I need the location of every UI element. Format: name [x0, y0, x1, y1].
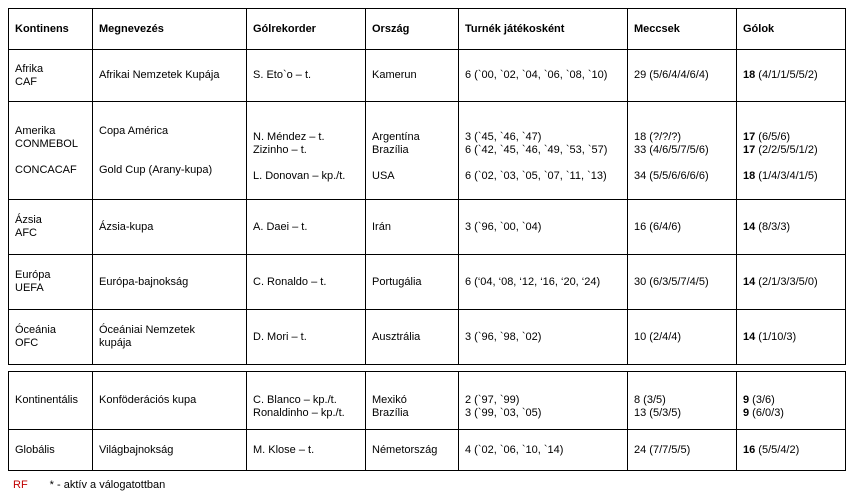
- matches-value: 33 (4/6/5/7/5/6): [634, 144, 709, 156]
- scorer-name: Ronaldinho – kp./t.: [253, 407, 345, 419]
- goals-total: 17: [743, 144, 756, 156]
- tours-cell: [459, 372, 628, 430]
- scorer-cell: A. Daei – t.: [247, 200, 366, 255]
- country-cell: [366, 102, 459, 200]
- goals-total: 18: [743, 69, 756, 81]
- matches-cell: 16 (6/4/6): [628, 200, 737, 255]
- goals-total: 17: [743, 131, 756, 143]
- goals-total: 14: [743, 275, 756, 288]
- col-orszag: Ország: [366, 9, 459, 50]
- tours-cell: 3 (`96, `00, `04): [459, 200, 628, 255]
- col-turnek: Turnék játékosként: [459, 9, 628, 50]
- confederation-name: OFC: [15, 337, 39, 349]
- goals-value: [743, 407, 839, 420]
- scorer-cell: S. Eto`o – t.: [247, 50, 366, 102]
- table-row: [9, 372, 846, 430]
- tournament-cell: [93, 102, 247, 200]
- country-name: Brazília: [372, 144, 409, 156]
- confederation-name: UEFA: [15, 282, 44, 294]
- scorer-cell: D. Mori – t.: [247, 310, 366, 365]
- tournament-name: Gold Cup (Arany-kupa): [99, 163, 213, 176]
- kontinens-cell: [9, 310, 93, 365]
- kontinens-cell: Kontinentális: [9, 372, 93, 430]
- tournament-cell: Európa-bajnokság: [93, 255, 247, 310]
- country-cell: Kamerun: [366, 50, 459, 102]
- tours-cell: 4 (`02, `06, `10, `14): [459, 430, 628, 471]
- tournament-cell: Ázsia-kupa: [93, 200, 247, 255]
- goals-breakdown: (1/10/3): [755, 330, 797, 343]
- continent-name: Európa: [15, 269, 51, 281]
- global-records-table: [8, 371, 846, 471]
- goals-breakdown: (2/2/5/5/1/2): [755, 144, 818, 156]
- continent-name: Óceánia: [15, 324, 56, 336]
- goals-breakdown: (1/4/3/4/1/5): [755, 170, 818, 182]
- country-cell: Portugália: [366, 255, 459, 310]
- table-row: [9, 50, 846, 102]
- country-name: Mexikó: [372, 394, 407, 406]
- country-cell: Németország: [366, 430, 459, 471]
- goals-breakdown: (8/3/3): [755, 220, 791, 233]
- goals-cell: [737, 200, 846, 255]
- tournament-cell: [93, 310, 247, 365]
- goals-breakdown: (3/6): [749, 394, 775, 406]
- scorer-name: N. Méndez – t.: [253, 131, 325, 143]
- goals-value: [743, 394, 839, 407]
- goals-value: [743, 144, 839, 157]
- tournament-name: kupája: [99, 337, 132, 349]
- goals-cell: [737, 102, 846, 200]
- footnote: [13, 479, 165, 492]
- matches-value: 8 (3/5): [634, 394, 666, 406]
- matches-value: 18 (?/?/?): [634, 131, 682, 143]
- goals-value: [743, 170, 839, 183]
- country-cell: Irán: [366, 200, 459, 255]
- kontinens-cell: [9, 102, 93, 200]
- kontinens-cell: Globális: [9, 430, 93, 471]
- matches-cell: 24 (7/7/5/5): [628, 430, 737, 471]
- tournament-cell: Világbajnokság: [93, 430, 247, 471]
- goals-value: [743, 131, 839, 144]
- footnote-text: * - aktív a válogatottban: [49, 479, 166, 491]
- goals-total: 9: [743, 407, 750, 419]
- country-name: Brazília: [372, 407, 409, 419]
- matches-value: 13 (5/3/5): [634, 407, 682, 419]
- kontinens-cell: [9, 255, 93, 310]
- kontinens-cell: [9, 200, 93, 255]
- tours-value: 3 (`99, `03, `05): [465, 407, 542, 419]
- goals-cell: [737, 255, 846, 310]
- matches-cell: 30 (6/3/5/7/4/5): [628, 255, 737, 310]
- goals-total: 9: [743, 394, 750, 406]
- goals-breakdown: (6/0/3): [749, 407, 784, 419]
- goals-breakdown: (6/5/6): [755, 131, 791, 143]
- scorer-cell: C. Ronaldo – t.: [247, 255, 366, 310]
- scorer-cell: M. Klose – t.: [247, 430, 366, 471]
- goals-cell: [737, 372, 846, 430]
- goals-breakdown: (4/1/1/5/5/2): [755, 69, 818, 81]
- matches-cell: [628, 372, 737, 430]
- goals-total: 14: [743, 220, 756, 233]
- kontinens-cell: [9, 50, 93, 102]
- col-golrekorder: Gólrekorder: [247, 9, 366, 50]
- country-cell: Ausztrália: [366, 310, 459, 365]
- confederation-name: CAF: [15, 75, 37, 88]
- goals-breakdown: (2/1/3/3/5/0): [755, 275, 818, 288]
- country-name: USA: [372, 170, 395, 182]
- continent-name: Ázsia: [15, 214, 42, 226]
- scorer-name: L. Donovan – kp./t.: [253, 170, 346, 182]
- goals-cell: [737, 430, 846, 471]
- country-cell: [366, 372, 459, 430]
- tournament-cell: Afrikai Nemzetek Kupája: [93, 50, 247, 102]
- table-row: [9, 310, 846, 365]
- continent-name: Amerika: [15, 124, 56, 137]
- goals-breakdown: (5/5/4/2): [755, 443, 800, 456]
- col-kontinens: Kontinens: [9, 9, 93, 50]
- col-golok: Gólok: [737, 9, 846, 50]
- table-row: [9, 200, 846, 255]
- col-meccsek: Meccsek: [628, 9, 737, 50]
- table-row: [9, 430, 846, 471]
- matches-cell: 29 (5/6/4/4/6/4): [628, 50, 737, 102]
- scorer-cell: [247, 372, 366, 430]
- tours-value: 3 (`45, `46, `47): [465, 131, 542, 143]
- header-row: [9, 9, 846, 50]
- goals-total: 18: [743, 170, 756, 182]
- tours-value: 2 (`97, `99): [465, 394, 520, 406]
- tours-cell: [459, 102, 628, 200]
- confederation-name: CONCACAF: [15, 163, 77, 176]
- table-row: [9, 102, 846, 200]
- goals-cell: [737, 50, 846, 102]
- scorer-name: Zizinho – t.: [253, 144, 307, 156]
- tours-cell: 6 (`00, `02, `04, `06, `08, `10): [459, 50, 628, 102]
- confederation-name: CONMEBOL: [15, 137, 78, 150]
- matches-value: 34 (5/5/6/6/6/6): [634, 170, 709, 182]
- goals-cell: [737, 310, 846, 365]
- tournament-name: Copa América: [99, 124, 169, 137]
- tournament-name: Óceániai Nemzetek: [99, 324, 195, 336]
- scorer-cell: [247, 102, 366, 200]
- table-row: [9, 255, 846, 310]
- matches-cell: [628, 102, 737, 200]
- tours-cell: 3 (`96, `98, `02): [459, 310, 628, 365]
- tours-value: 6 (`42, `45, `46, `49, `53, `57): [465, 144, 608, 156]
- col-megnevezes: Megnevezés: [93, 9, 247, 50]
- scorer-name: C. Blanco – kp./t.: [253, 394, 337, 406]
- records-table: [8, 8, 846, 365]
- tournament-cell: Konföderációs kupa: [93, 372, 247, 430]
- goals-total: 16: [743, 443, 756, 456]
- continent-name: Afrika: [15, 62, 44, 75]
- matches-cell: 10 (2/4/4): [628, 310, 737, 365]
- tours-cell: 6 (‘04, ‘08, ‘12, ‘16, ‘20, ‘24): [459, 255, 628, 310]
- confederation-name: AFC: [15, 227, 37, 239]
- rf-label: RF: [13, 479, 28, 491]
- goals-total: 14: [743, 330, 756, 343]
- tours-value: 6 (`02, `03, `05, `07, `11, `13): [465, 170, 607, 182]
- country-name: Argentína: [372, 131, 420, 143]
